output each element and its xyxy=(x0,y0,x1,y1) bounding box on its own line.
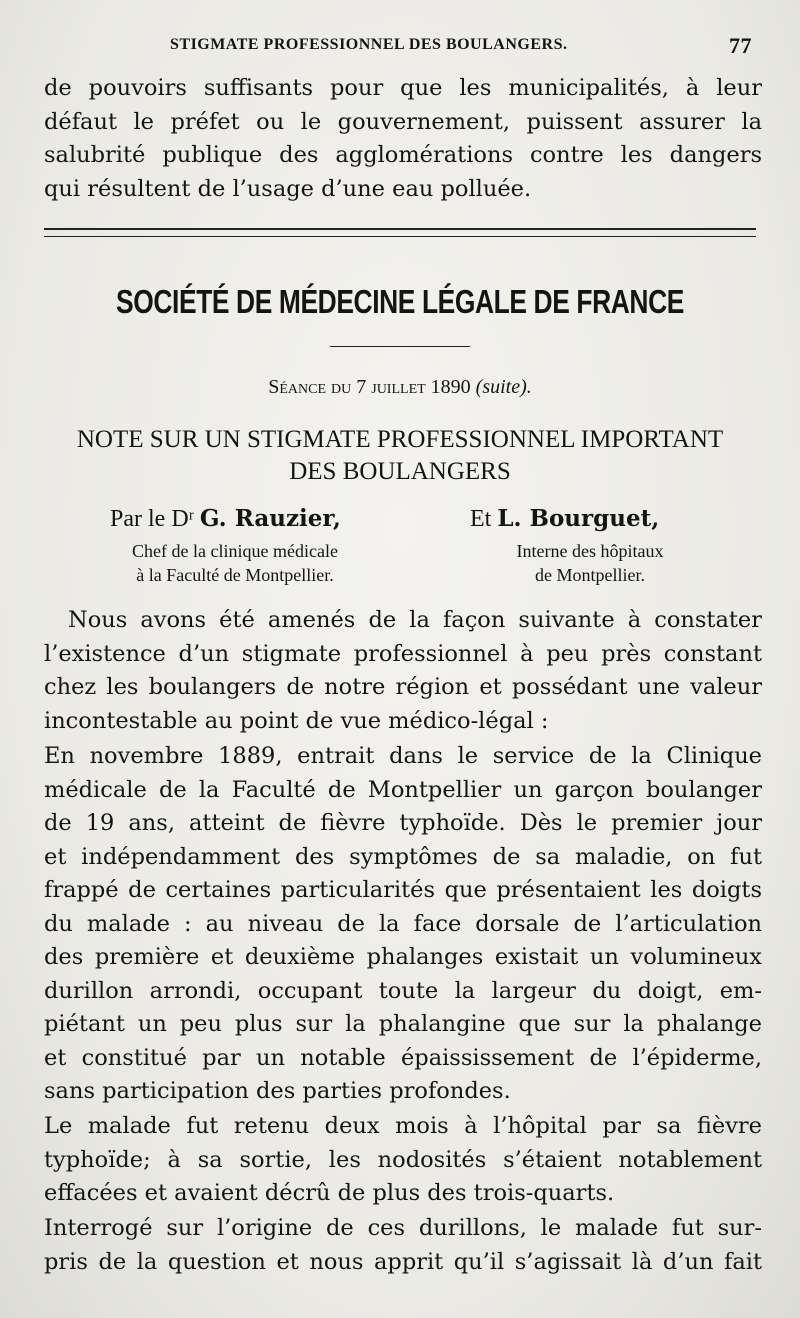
text-line: piétant un peu plus sur la phalangine que sur la phalange xyxy=(44,1011,762,1037)
affiliation-line: Interne des hôpitaux xyxy=(516,541,664,561)
text-line: médicale de la Faculté de Montpellier un garçon boulanger xyxy=(44,776,762,803)
text-line: pris de la question et nous apprit qu’il s’agissait là d’un fait xyxy=(44,1248,762,1275)
text-line: effacées et avaient décrû de plus des trois-quarts. xyxy=(44,1180,615,1206)
note-title-line: DES BOULANGERS xyxy=(289,458,511,485)
body-paragraph xyxy=(44,740,762,1109)
session-suite: (suite). xyxy=(475,376,532,398)
session-line xyxy=(0,376,800,399)
author-right xyxy=(470,505,659,533)
text-line: défaut le préfet ou le gouvernement, puissent assurer la xyxy=(44,108,762,135)
text-line: chez les boulangers de notre région et possédant une valeur xyxy=(44,674,762,700)
author-right-affiliation xyxy=(470,539,710,587)
session-date: Séance du 7 juillet 1890 xyxy=(268,376,471,398)
affiliation-line: Chef de la clinique médicale xyxy=(132,541,338,561)
author-left xyxy=(110,505,341,533)
text-line: l’existence d’un stigmate professionnel à peu près constant xyxy=(44,640,762,667)
body-paragraph xyxy=(44,604,762,738)
text-line: du malade : au niveau de la face dorsale de l’articulation xyxy=(44,910,762,937)
text-line: Interrogé sur l’origine de ces durillons, le malade fut sur- xyxy=(44,1215,762,1241)
text-line: durillon arrondi, occupant toute la largeur du doigt, em- xyxy=(44,977,762,1004)
text-line: Nous avons été amenés de la façon suivante à constater xyxy=(68,607,762,633)
running-header xyxy=(170,33,770,58)
text-line: des première et deuxième phalanges existait un volumineux xyxy=(44,944,762,970)
page-number: 77 xyxy=(729,33,752,58)
author-name: L. Bourguet, xyxy=(497,505,660,532)
society-title: SOCIÉTÉ DE MÉDECINE LÉGALE DE FRANCE xyxy=(116,283,684,320)
body-paragraph xyxy=(44,1212,762,1279)
author-prefix: Par le Dʳ xyxy=(110,506,200,532)
note-title-line: NOTE SUR UN STIGMATE PROFESSIONNEL IMPORTANT xyxy=(76,426,724,453)
author-name: G. Rauzier, xyxy=(199,505,341,532)
body-paragraph xyxy=(44,1110,762,1211)
author-left-affiliation xyxy=(70,539,400,587)
text-line: incontestable au point de vue médico-légal : xyxy=(44,707,549,734)
title-underline xyxy=(330,346,470,347)
text-line: qui résultent de l’usage d’une eau polluée. xyxy=(44,175,532,202)
section-divider xyxy=(44,228,756,237)
text-line: sans participation des parties profondes. xyxy=(44,1078,511,1104)
text-line: En novembre 1889, entrait dans le service de la Clinique xyxy=(44,743,762,769)
affiliation-line: à la Faculté de Montpellier. xyxy=(136,565,334,585)
text-line: frappé de certaines particularités que présentaient les doigts xyxy=(44,877,762,903)
text-line: de pouvoirs suffisants pour que les municipalités, à leur xyxy=(44,75,762,101)
text-line: typhoïde; à sa sortie, les nodosités s’étaient notablement xyxy=(44,1146,762,1173)
intro-paragraph xyxy=(44,72,762,206)
running-title: STIGMATE PROFESSIONNEL DES BOULANGERS. xyxy=(170,36,568,53)
note-title xyxy=(40,424,760,488)
affiliation-line: de Montpellier. xyxy=(535,565,645,585)
text-line: salubrité publique des agglomérations contre les dangers xyxy=(44,142,762,168)
text-line: de 19 ans, atteint de fièvre typhoïde. Dès le premier jour xyxy=(44,810,762,836)
text-line: et constitué par un notable épaississement de l’épiderme, xyxy=(44,1044,762,1071)
text-line: et indépendamment des symptômes de sa maladie, on fut xyxy=(44,843,762,870)
text-line: Le malade fut retenu deux mois à l’hôpital par sa fièvre xyxy=(44,1113,762,1139)
author-prefix: Et xyxy=(470,506,498,532)
